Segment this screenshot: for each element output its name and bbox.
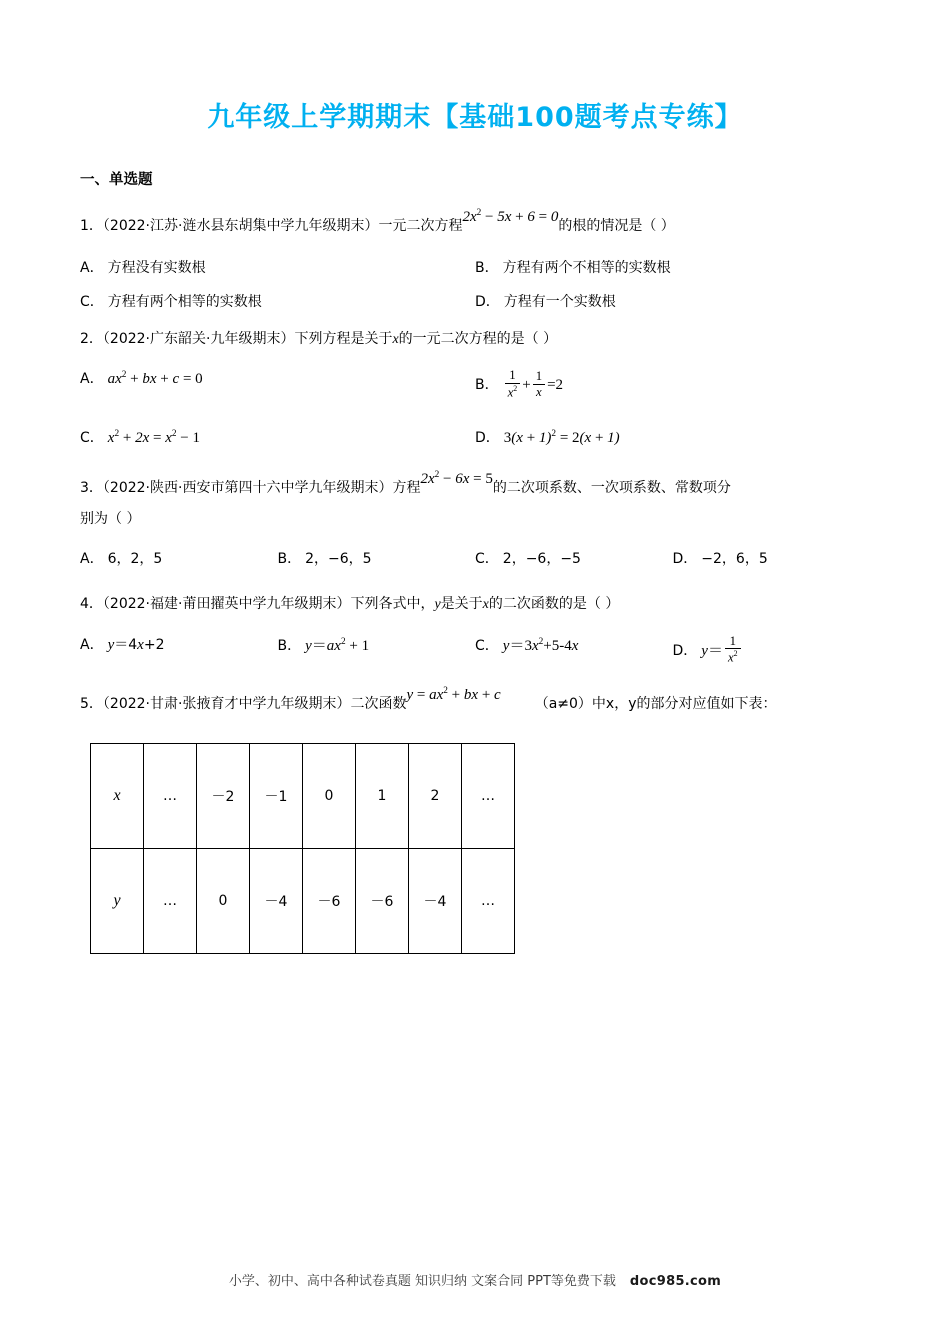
- section-heading: 一、单选题: [80, 172, 153, 188]
- table-cell-var-y: y: [91, 848, 144, 953]
- question-4-options: [80, 634, 870, 666]
- question-4-variable-x: x: [482, 597, 489, 613]
- question-3-source: （2022·陕西·西安市第四十六中学九年级期末）: [102, 480, 393, 497]
- table-cell-x-3: 0: [303, 743, 356, 848]
- table-cell-y-6: …: [462, 848, 515, 953]
- footer-brand[interactable]: doc985.com: [629, 1274, 722, 1289]
- question-1-source: （2022·江苏·涟水县东胡集中学九年级期末）: [102, 218, 379, 234]
- question-2-number: 2．: [80, 330, 103, 347]
- question-4: [80, 590, 870, 619]
- table-cell-x-0: …: [144, 743, 197, 848]
- question-4-stem-mid: 是关于: [440, 596, 483, 613]
- question-1-stem-before: 一元二次方程: [378, 218, 463, 234]
- question-4-number: 4．: [80, 596, 103, 613]
- question-3-stem-after: 的二次项系数、一次项系数、常数项分: [492, 480, 731, 497]
- question-4-variable-y: y: [434, 597, 441, 613]
- question-5-stem-before: 二次函数: [350, 696, 407, 713]
- question-5-number: 5．: [80, 696, 103, 713]
- question-4-stem-before: 下列各式中，: [350, 596, 435, 613]
- question-3: [80, 470, 870, 534]
- table-cell-x-6: …: [462, 743, 515, 848]
- option-2-b-math: $\frac{1}{x^2}$ + $\frac{1}{x}$ =2: [503, 368, 563, 400]
- table-cell-y-2: －4: [250, 848, 303, 953]
- question-2: [80, 325, 870, 354]
- page-title: 九年级上学期期末【基础100题考点专练】: [207, 102, 743, 133]
- question-3-number: 3．: [80, 480, 103, 497]
- question-1-stem-after: 的根的情况是（ ）: [558, 218, 675, 234]
- question-5-source: （2022·甘肃·张掖育才中学九年级期末）: [102, 696, 351, 713]
- question-3-options: [80, 548, 870, 568]
- question-4-source: （2022·福建·莆田擢英中学九年级期末）: [102, 596, 351, 613]
- question-3-stem-line2: 别为（ ）: [80, 510, 141, 527]
- option-4-c-math: $y=3x^2+5-4x$: [502, 636, 579, 654]
- option-4-d-math: y＝ $\frac{1}{x^2}$: [701, 634, 742, 666]
- question-4-stem-after: 的二次函数的是（ ）: [488, 596, 620, 613]
- option-1-d[interactable]: D． 方程有一个实数根: [475, 293, 616, 310]
- question-5-stem-after: （a≠0）中x，y的部分对应值如下表：: [534, 696, 777, 713]
- table-cell-y-4: －6: [356, 848, 409, 953]
- question-1: [80, 208, 870, 243]
- question-5: [80, 686, 870, 721]
- option-2-d-math: $3(x + 1)^2 = 2(x + 1)$: [503, 429, 620, 447]
- table-cell-y-5: －4: [409, 848, 462, 953]
- question-1-formula: $2x^2 - 5x + 6 = 0$: [462, 208, 559, 225]
- option-3-a[interactable]: A． 6，2，5: [80, 551, 163, 568]
- value-table: [90, 743, 515, 954]
- question-3-formula: $2x^2 - 6x = 5$: [420, 470, 493, 488]
- table-cell-x-1: －2: [197, 743, 250, 848]
- table-cell-y-3: －6: [303, 848, 356, 953]
- option-1-a[interactable]: A． 方程没有实数根: [80, 259, 206, 276]
- table-cell-x-5: 2: [409, 743, 462, 848]
- option-2-d[interactable]: D． $3(x + 1)^2 = 2(x + 1)$: [475, 429, 620, 447]
- question-3-stem-before: 方程: [392, 480, 421, 497]
- question-2-variable: x: [392, 331, 399, 347]
- table-cell-x-4: 1: [356, 743, 409, 848]
- option-4-c[interactable]: C． $y=3x^2+5-4x$: [475, 634, 673, 655]
- option-4-d[interactable]: D． y＝ $\frac{1}{x^2}$: [673, 634, 871, 666]
- option-2-b[interactable]: B． $\frac{1}{x^2}$ + $\frac{1}{x}$ =2: [475, 367, 564, 399]
- table-cell-var-x: x: [91, 743, 144, 848]
- option-4-b-math: $y=ax^2 + 1$: [305, 636, 370, 654]
- option-3-b[interactable]: B． 2，−6，5: [277, 551, 372, 568]
- table-row-y: [91, 848, 515, 953]
- option-4-a[interactable]: A． y＝4x+2: [80, 636, 165, 653]
- question-2-source: （2022·广东韶关·九年级期末）: [102, 330, 295, 347]
- option-2-c[interactable]: C． $x^2 + 2x = x^2 - 1$: [80, 429, 201, 447]
- table-row-x: [91, 743, 515, 848]
- question-5-formula: $y = ax^2$ + bx + c: [406, 686, 501, 704]
- table-cell-y-1: 0: [197, 848, 250, 953]
- option-3-d[interactable]: D． −2，6，5: [672, 551, 768, 568]
- option-2-a[interactable]: A． $ax^2$ + bx + c = 0: [80, 369, 203, 387]
- question-1-number: 1．: [80, 218, 103, 234]
- table-cell-x-2: －1: [250, 743, 303, 848]
- option-3-c[interactable]: C． 2，−6，−5: [475, 551, 581, 568]
- footer-text: 小学、初中、高中各种试卷真题 知识归纳 文案合同 PPT等免费下载: [228, 1274, 616, 1289]
- option-1-b[interactable]: B． 方程有两个不相等的实数根: [475, 259, 671, 276]
- page-footer: [0, 1270, 950, 1289]
- question-2-options: [80, 368, 870, 448]
- option-1-c[interactable]: C． 方程有两个相等的实数根: [80, 293, 262, 310]
- option-4-b[interactable]: B． $y=ax^2 + 1$: [278, 634, 476, 655]
- question-1-options: [80, 257, 870, 311]
- option-2-c-math: $x^2 + 2x = x^2 - 1$: [107, 429, 201, 447]
- question-2-stem-before: 下列方程是关于: [294, 330, 393, 347]
- table-cell-y-0: …: [144, 848, 197, 953]
- question-2-stem-after: 的一元二次方程的是（ ）: [398, 330, 558, 347]
- option-2-a-math: $ax^2$ + bx + c = 0: [107, 369, 203, 387]
